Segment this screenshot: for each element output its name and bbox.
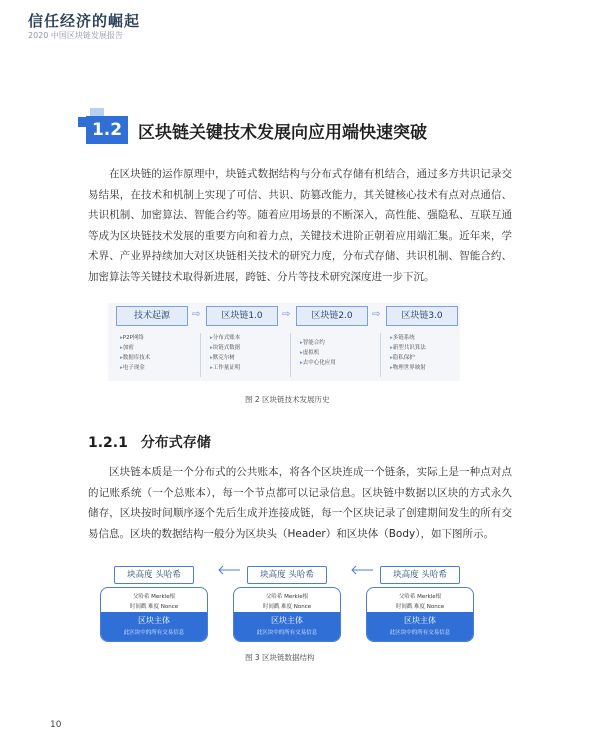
stage-item: ▸ 去中心化应用	[300, 358, 336, 368]
stage-items	[120, 333, 150, 373]
block-frame	[366, 587, 474, 642]
block-frame	[100, 587, 208, 642]
divider	[200, 333, 201, 377]
block-field-row: 父哈希 Merkle根	[132, 594, 176, 600]
stage-item: ▸ 隐私保护	[390, 353, 426, 363]
stage-item: ▸ 物理世界映射	[390, 363, 426, 373]
section-number: 1.2	[86, 116, 128, 144]
stage-item: ▸ 工作量证明	[210, 363, 240, 373]
stage-item: ▸ 虚拟机	[300, 348, 336, 358]
block-header: 块高度 头哈希	[380, 566, 460, 584]
stage-items	[390, 333, 426, 373]
block-body-title: 区块主体	[271, 616, 303, 625]
arrow-right-icon: ⇨	[372, 309, 381, 320]
block-body-subtitle: 此区块中的所有交易信息	[389, 630, 451, 636]
block-body	[234, 612, 340, 642]
arrow-right-icon: ⇨	[282, 309, 291, 320]
subsection-number: 1.2.1	[88, 435, 128, 451]
block-field-row: 时间戳 难度 Nonce	[395, 604, 445, 610]
stage-item: ▸ P2P网络	[120, 333, 150, 343]
stage-item: ▸ 块链式数据	[210, 343, 240, 353]
stage-item: ▸ 电子现金	[120, 363, 150, 373]
paragraph	[88, 164, 512, 287]
block-field-row: 父哈希 Merkle根	[398, 594, 442, 600]
block-field-row: 时间戳 难度 Nonce	[262, 604, 312, 610]
stage-header: 区块链3.0	[386, 306, 458, 326]
block-body-title: 区块主体	[138, 616, 170, 625]
block-body-subtitle: 此区块中的所有交易信息	[256, 630, 318, 636]
paragraph-text: 区块链本质是一个分布式的公共账本，将各个区块连成一个链条，实际上是一种点对点的记账系统（一个总账本），每一个节点都可以记录信息。区块链中数据以区块的方式永久储存，区块按时间顺序逐个先后生成并连接成链，每一个区块记录了创建期间发生的所有交易信息。区块的数据结构一般分为区块头（Header）和区块体（Body），如下图所示。	[88, 466, 512, 540]
block-field-row: 父哈希 Merkle根	[265, 594, 309, 600]
subsection-text: 分布式存储	[140, 435, 211, 451]
stage-item: ▸ 默克尔树	[210, 353, 240, 363]
stage-item: ▸ 加密	[120, 343, 150, 353]
divider	[380, 333, 381, 377]
block-header: 块高度 头哈希	[114, 566, 194, 584]
paragraph-text: 在区块链的运作原理中，块链式数据结构与分布式存储有机结合，通过多方共识记录交易结果，在技术和机制上实现了可信、共识、防篡改能力，其关键核心技术有点对点通信、共识机制、加密算法、智能合约等。随着应用场景的不断深入，高性能、强隐私、互联互通等成为区块链技术发展的重要方向和着力点，关键技术进阶正朝着应用端汇集。近年来，学术界、产业界持续加大对区块链相关技术的研究力度，分布式存储、共识机制、智能合约、加密算法等关键技术取得新进展，跨链、分片等技术研究深度进一步下沉。	[88, 168, 512, 283]
stage-header: 区块链1.0	[206, 306, 278, 326]
stage-item: ▸ 分布式账本	[210, 333, 240, 343]
report-subtitle: 2020 中国区块链发展报告	[28, 31, 123, 40]
tech-history-diagram	[108, 303, 460, 381]
block-body	[367, 612, 473, 642]
arrow-right-icon: ⇨	[192, 309, 201, 320]
stage-header: 技术起源	[116, 306, 188, 326]
block-diagram	[100, 566, 208, 642]
divider	[290, 333, 291, 377]
stage-item: ▸ 多链系统	[390, 333, 426, 343]
stage-item: ▸ 数据库技术	[120, 353, 150, 363]
block-body-subtitle: 此区块中的所有交易信息	[123, 630, 185, 636]
paragraph	[88, 462, 512, 544]
stage-items	[300, 338, 336, 368]
block-header: 块高度 头哈希	[247, 566, 327, 584]
stage-item: ▸ 新型共识算法	[390, 343, 426, 353]
subsection-title	[88, 432, 211, 452]
block-frame	[233, 587, 341, 642]
block-diagram	[366, 566, 474, 642]
block-diagram	[233, 566, 341, 642]
report-title: 信任经济的崛起	[28, 12, 141, 30]
block-body	[101, 612, 207, 642]
section-title: 区块链关键技术发展向应用端快速突破	[138, 123, 427, 143]
page-number: 10	[50, 720, 62, 730]
figure-caption: 图 3 区块链数据结构	[245, 653, 315, 662]
figure-caption: 图 2 区块链技术发展历史	[245, 395, 330, 404]
block-field-row: 时间戳 难度 Nonce	[129, 604, 179, 610]
stage-items	[210, 333, 240, 373]
stage-item: ▸ 智能合约	[300, 338, 336, 348]
block-body-title: 区块主体	[404, 616, 436, 625]
stage-header: 区块链2.0	[296, 306, 368, 326]
